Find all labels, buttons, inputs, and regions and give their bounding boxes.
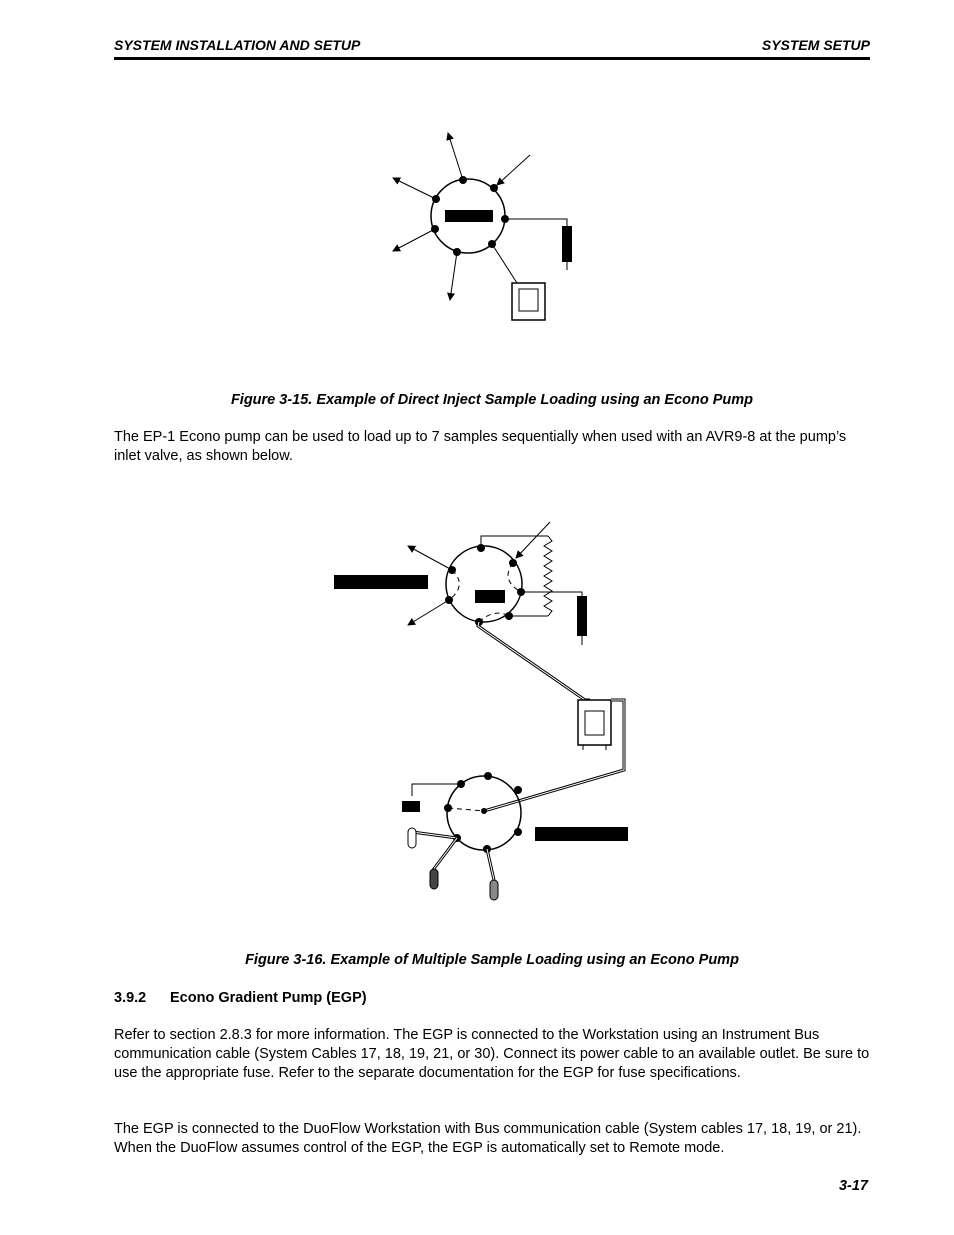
paragraph-egp-connection: Refer to section 2.8.3 for more information. The EGP is connected to the Workstation using an Instrument Bus communication cable (System Cables 17, 18, 19, 21, or 30). Connect its power cable to an available outlet. Be sure to use the appropriate fuse. Refer to the separate documentation for the EGP for fuse specifications.	[114, 1027, 870, 1081]
section-title: Econo Gradient Pump (EGP)	[170, 990, 367, 1006]
paragraph-egp-remote: The EGP is connected to the DuoFlow Workstation with Bus communication cable (System cables 17, 18, 19, or 21). When the DuoFlow assumes control of the EGP, the EGP is automatically set to Remote mode.	[114, 1121, 862, 1156]
figure-3-16-diagram	[0, 510, 954, 930]
header-section-title: SYSTEM INSTALLATION AND SETUP	[114, 37, 361, 53]
sample-tubes	[402, 784, 498, 900]
figure-3-15-diagram	[0, 110, 954, 470]
section-number: 3.9.2	[114, 990, 147, 1006]
upper-flow-arrows	[408, 522, 550, 625]
page-number: 3-17	[838, 1178, 868, 1194]
column	[505, 219, 572, 270]
section-heading	[114, 990, 367, 1006]
header-chapter-title: SYSTEM SETUP	[761, 37, 870, 53]
page-header	[114, 37, 870, 60]
econo-pump-16	[478, 622, 624, 811]
figure-3-16-caption: Figure 3-16. Example of Multiple Sample Loading using an Econo Pump	[245, 952, 739, 968]
injection-valve	[431, 176, 509, 256]
label-bar-upper	[334, 575, 428, 589]
label-bar-lower	[535, 827, 628, 841]
intro-paragraph: The EP-1 Econo pump can be used to load up to 7 samples sequentially when used with an AVR9-8 at the pump’s inlet valve, as shown below.	[114, 429, 847, 464]
figure-3-15-caption: Figure 3-15. Example of Direct Inject Sample Loading using an Econo Pump	[230, 392, 754, 408]
upper-injection-valve	[445, 544, 525, 626]
upper-column	[521, 592, 587, 645]
econo-pump	[492, 244, 545, 320]
